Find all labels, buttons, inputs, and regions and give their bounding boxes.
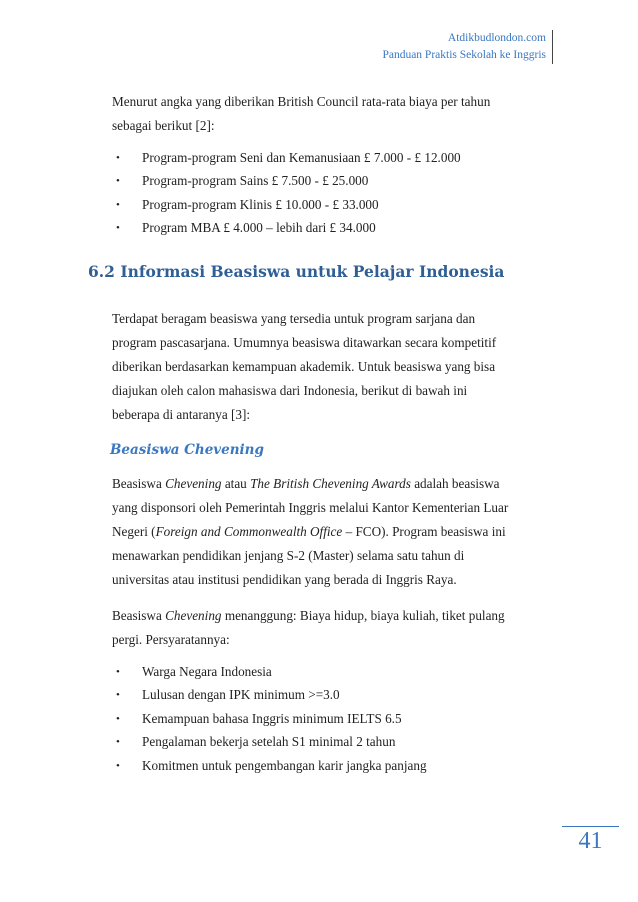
list-item [112,731,552,755]
text-run: adalah beasiswa [410,476,500,491]
list-item [112,217,552,241]
text-run: menawarkan pendidikan jenjang S-2 (Master) selama satu tahun di [112,548,465,563]
para-line: Terdapat beragam beasiswa yang tersedia untuk program sarjana dan [112,311,476,326]
text-run: Beasiswa [112,476,166,491]
requirements-list [112,660,552,778]
requirement-text: Kemampuan bahasa Inggris minimum IELTS 6.5 [142,710,402,726]
cost-text: Program-program Klinis £ 10.000 - £ 33.000 [142,196,379,212]
italic-run: Foreign and Commonwealth Office [155,524,343,539]
bullet-icon: • [116,222,120,235]
intro-paragraph [112,90,552,138]
list-item [112,660,552,684]
chevening-paragraph [112,472,552,592]
list-item [112,684,552,708]
para-line: diberikan berdasarkan kemampuan akademik. Untuk beasiswa yang bisa [112,359,496,374]
requirement-text: Warga Negara Indonesia [142,663,272,679]
bullet-icon: • [116,736,120,749]
text-run: yang disponsori oleh Pemerintah Inggris melalui Kantor Kementerian Luar [112,500,509,515]
italic-run: Chevening [165,608,222,623]
text-run: Negeri ( [112,524,156,539]
text-run: universitas atau institusi pendidikan yang berada di Inggris Raya. [112,572,457,587]
italic-run: Chevening [165,476,222,491]
para-line: program pascasarjana. Umumnya beasiswa ditawarkan secara kompetitif [112,335,497,350]
para-line: beberapa di antaranya [3]: [112,407,251,422]
page-number-rule [562,826,619,827]
bullet-icon: • [116,665,120,678]
list-item [112,193,552,217]
bullet-icon: • [116,198,120,211]
bullet-icon: • [116,175,120,188]
text-run: menanggung: Biaya hidup, biaya kuliah, tiket pulang [221,608,505,623]
italic-run: The British Chevening Awards [250,476,411,491]
list-item [112,146,552,170]
bullet-icon: • [116,689,120,702]
text-run: Beasiswa [112,608,166,623]
cost-text: Program-program Sains £ 7.500 - £ 25.000 [142,173,369,189]
cost-list [112,146,552,240]
requirement-text: Komitmen untuk pengembangan karir jangka panjang [142,757,427,773]
list-item [112,707,552,731]
list-item [112,170,552,194]
requirement-text: Lulusan dengan IPK minimum >=3.0 [142,687,340,703]
header-site: Atdikbudlondon.com [447,32,546,44]
section-heading: 6.2 Informasi Beasiswa untuk Pelajar Indonesia [88,262,505,281]
bullet-icon: • [116,759,120,772]
cost-text: Program-program Seni dan Kemanusiaan £ 7.000 - £ 12.000 [142,149,461,165]
section-paragraph [112,307,552,427]
header-subtitle: Panduan Praktis Sekolah ke Inggris [382,49,546,61]
page-number: 41 [578,828,603,854]
bullet-icon: • [116,712,120,725]
text-run: atau [221,476,251,491]
chevening-heading: Beasiswa Chevening [110,442,264,458]
list-item [112,754,552,778]
intro-line: Menurut angka yang diberikan British Council rata-rata biaya per tahun [112,94,491,109]
text-run: – FCO). Program beasiswa ini [342,524,506,539]
running-header [382,30,553,64]
cost-text: Program MBA £ 4.000 – lebih dari £ 34.000 [142,220,376,236]
text-run: pergi. Persyaratannya: [112,632,230,647]
intro-line: sebagai berikut [2]: [112,118,215,133]
para-line: diajukan oleh calon mahasiswa dari Indonesia, berikut di bawah ini [112,383,468,398]
requirement-text: Pengalaman bekerja setelah S1 minimal 2 tahun [142,734,396,750]
bullet-icon: • [116,151,120,164]
chevening-coverage-paragraph [112,604,552,652]
